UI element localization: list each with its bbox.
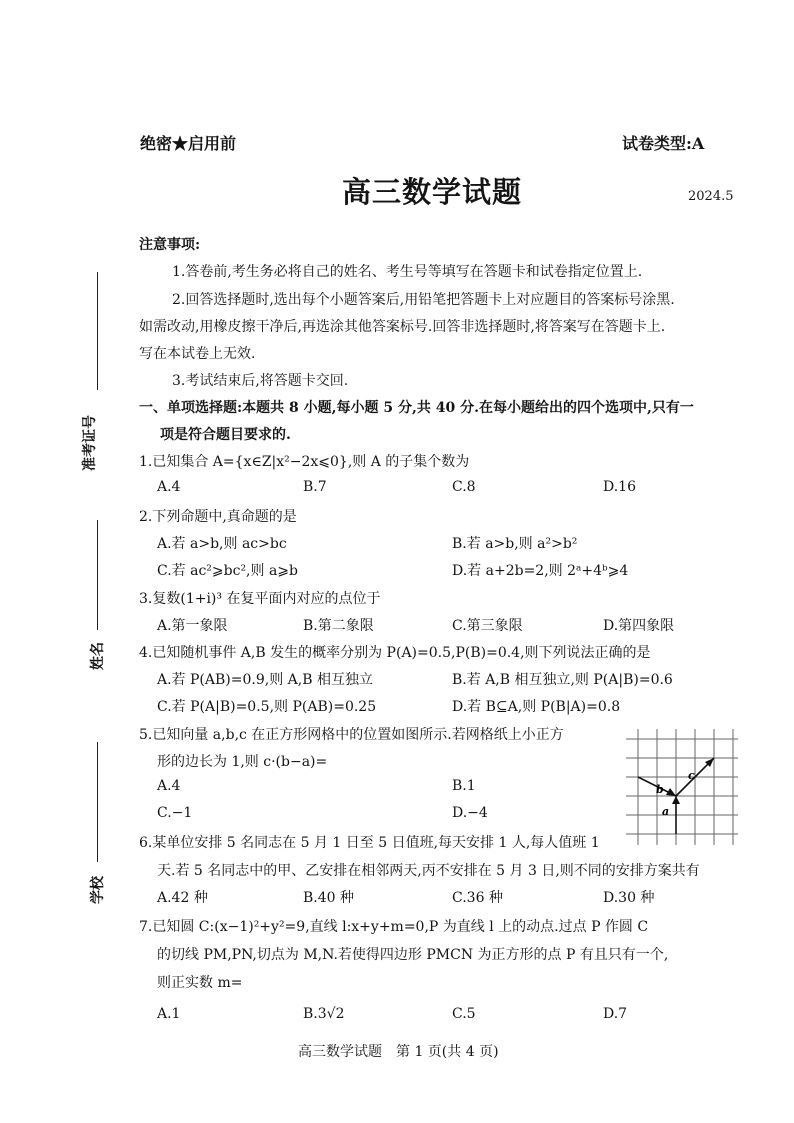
question-1-option-c: C.8 — [452, 479, 476, 495]
question-4-option-b: B.若 A,B 相互独立,则 P(A|B)=0.6 — [452, 672, 673, 688]
binding-line-top — [97, 272, 98, 390]
question-7-stem-line-2: 的切线 PM,PN,切点为 M,N.若使得四边形 PMCN 为正方形的点 P 有且只有一个, — [157, 947, 669, 963]
question-7-option-d: D.7 — [603, 1006, 628, 1022]
question-5-option-b: B.1 — [452, 778, 476, 794]
question-2-option-b: B.若 a>b,则 a²>b² — [452, 536, 578, 552]
question-7-option-c: C.5 — [452, 1006, 476, 1022]
question-5-option-c: C.−1 — [157, 805, 193, 821]
question-3-stem: 3.复数(1+i)³ 在复平面内对应的点位于 — [139, 591, 381, 607]
vector-b-label: b — [656, 783, 664, 796]
school-label: 学校 — [90, 876, 106, 904]
vector-a-label: a — [662, 805, 670, 818]
binding-line-lower — [97, 742, 98, 862]
question-5-stem-line-2: 形的边长为 1,则 c·(b−a)= — [157, 754, 328, 770]
question-1-option-b: B.7 — [303, 479, 327, 495]
question-3-option-c: C.第三象限 — [452, 618, 523, 634]
question-3-option-a: A.第一象限 — [157, 618, 228, 634]
question-2-option-c: C.若 ac²⩾bc²,则 a⩾b — [157, 563, 298, 579]
question-3-option-d: D.第四象限 — [603, 618, 675, 634]
question-6-option-d: D.30 种 — [603, 890, 655, 906]
question-7-stem-line-1: 7.已知圆 C:(x−1)²+y²=9,直线 l:x+y+m=0,P 为直线 l 上的动点.过点 P 作圆 C — [139, 919, 649, 935]
question-7-option-a: A.1 — [157, 1006, 181, 1022]
question-6-stem-line-2: 天.若 5 名同志中的甲、乙安排在相邻两天,丙不安排在 5 月 3 日,则不同的安排方案共有 — [157, 863, 700, 879]
vector-grid-figure — [626, 729, 738, 845]
question-4-option-d: D.若 B⊆A,则 P(B|A)=0.8 — [452, 699, 621, 715]
question-2-option-a: A.若 a>b,则 ac>bc — [157, 536, 287, 552]
page-title: 高三数学试题 — [342, 175, 523, 209]
exam-no-label: 准考证号 — [82, 415, 98, 471]
vector-a-arrow — [672, 796, 680, 804]
notice-heading: 注意事项: — [139, 237, 201, 253]
question-4-option-c: C.若 P(A|B)=0.5,则 P(AB)=0.25 — [157, 699, 377, 715]
paper-type: 试卷类型:A — [622, 134, 705, 153]
exam-date: 2024.5 — [688, 189, 734, 204]
question-5-option-a: A.4 — [157, 778, 181, 794]
confidential-mark: 绝密★启用前 — [140, 134, 237, 153]
question-1-option-a: A.4 — [157, 479, 181, 495]
notice-item-2-line-1: 2.回答选择题时,选出每个小题答案后,用铅笔把答题卡上对应题目的答案标号涂黑. — [172, 292, 675, 308]
section-1-heading-line-2: 项是符合题目要求的. — [160, 427, 291, 443]
question-4-stem: 4.已知随机事件 A,B 发生的概率分别为 P(A)=0.5,P(B)=0.4,则下列说法正确的是 — [139, 645, 651, 661]
question-6-stem-line-1: 6.某单位安排 5 名同志在 5 月 1 日至 5 日值班,每天安排 1 人,每人值班 1 — [139, 835, 600, 851]
question-6-option-b: B.40 种 — [303, 890, 355, 906]
notice-item-2-line-2: 如需改动,用橡皮擦干净后,再选涂其他答案标号.回答非选择题时,将答案写在答题卡上. — [139, 319, 666, 335]
question-1-option-d: D.16 — [603, 479, 636, 495]
page-footer: 高三数学试题 第 1 页(共 4 页) — [298, 1044, 499, 1060]
question-7-option-b: B.3√2 — [303, 1006, 345, 1022]
question-4-option-a: A.若 P(AB)=0.9,则 A,B 相互独立 — [157, 672, 373, 688]
question-2-option-d: D.若 a+2b=2,则 2ᵃ+4ᵇ⩾4 — [452, 563, 629, 579]
name-label: 姓名 — [90, 642, 106, 670]
question-1-stem: 1.已知集合 A={x∈Z|x²−2x⩽0},则 A 的子集个数为 — [139, 454, 470, 470]
question-6-option-a: A.42 种 — [157, 890, 208, 906]
notice-item-2-line-3: 写在本试卷上无效. — [139, 346, 256, 362]
vector-c-label: c — [688, 769, 695, 782]
notice-item-1: 1.答卷前,考生务必将自己的姓名、考生号等填写在答题卡和试卷指定位置上. — [172, 264, 643, 280]
question-5-stem-line-1: 5.已知向量 a,b,c 在正方形网格中的位置如图所示.若网格纸上小正方 — [139, 727, 564, 743]
section-1-heading-line-1: 一、单项选择题:本题共 8 小题,每小题 5 分,共 40 分.在每小题给出的四个选项中,只有一 — [139, 400, 694, 416]
question-3-option-b: B.第二象限 — [303, 618, 374, 634]
question-6-option-c: C.36 种 — [452, 890, 503, 906]
binding-line-middle — [97, 520, 98, 630]
question-5-option-d: D.−4 — [452, 805, 488, 821]
notice-item-3: 3.考试结束后,将答题卡交回. — [172, 373, 349, 389]
question-7-stem-line-3: 则正实数 m= — [157, 975, 243, 991]
question-2-stem: 2.下列命题中,真命题的是 — [139, 509, 297, 525]
